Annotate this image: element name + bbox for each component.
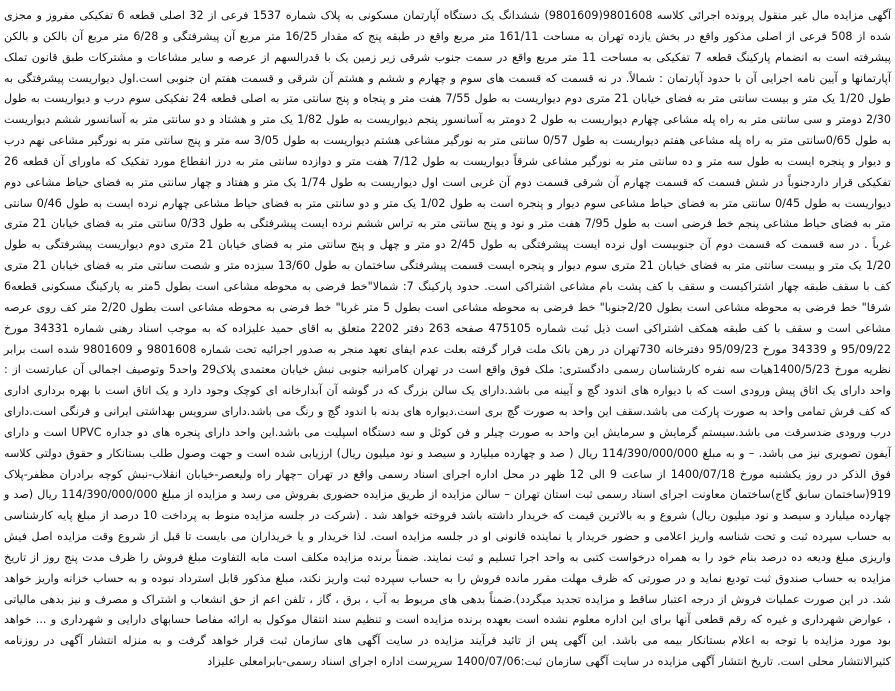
auction-notice-body: آگهی مزایده مال غیر منقول پرونده اجرائی کلاسه 9801608(9801609) ششدانگ یک دستگاه آپارتمان مسکونی به پلاک شماره 1537 فرعی از 32 اصلی قطعه 6 تفکیکی مفروز و مجزی شده از 508 فرعی از اصلی مذکور واقع در بخش یازده تهران به مساحت 161/11 متر مربع واقع در طبقه پنج که مقدار 16/25 متر مربع آن پیشرفتگی و 6/28 متر مربع آن بالکن و بالکن پیشرفته است به انضمام پارکینگ قطعه 7 تفکیکی به مساحت 11 متر مربع واقع در سمت جنوب شرقی زیر زمین یک با قدرالسهم از عرصه و سایر مشاعات و مشترکات طبق قانون تملک آپارتمانها و آیین نامه اجرایی آن با حدود آپارتمان : شمالاً. در نه قسمت که قسمت های سوم و چهارم و ششم و هشتم آن شرقی و قسمت هفتم ان جنوبی است.اول دیواریست پیشرفتگی به طول 1/20 یک متر و بیست سانتی متر به فضای خیابان 21 متری دوم دیواریست به طول 7/55 هفت متر و پنجاه و پنج سانتی متر به اصلی قطعه 24 تفکیکی سوم درب و دیواریست به طول 2/30 دومتر و سی سانتی متر به راه پله مشاعی چهارم دیواریست به طول 2 دومتر به آسانسور پنجم دیواریست به طول 1/82 یک متر و هشتاد و دو سانتی متر به آسانسور ششم دیواریست به طول 0/65سانتی متر به راه پله مشاعی هفتم دیواریست به طول 0/57 سانتی متر به نورگیر مشاعی هشتم دیواریست به طول 3/05 سه متر و پنج سانتی متر به نورگیر مشاعی نهم درب و دیوار و پنجره ایست به طول سه متر و ده سانتی متر به نورگیر مشاعی شرقاً دیواریست به طول 7/12 هفت متر و دوازده سانتی متر به درز انقطاع مورد تفکیک که ماورای آن قطعه 26 تفکیکی قرار داردجنوباً در شش قسمت که قسمت چهارم آن شرقی قسمت دوم آن غربی است اول دیواریست به طول 1/74 یک متر و هفتاد و چهار سانتی متر به فضای حیاط مشاعی دوم دیواریست به طول 0/45 سانتی متر به فضای حیاط مشاعی سوم دیوار و پنجره است به طول 1/02 یک متر و دو سانتی متر به فضای حیاط مشاعی چهارم نرده ایست به طول 0/46 سانتی متر به فضای حیاط مشاعی پنجم خط فرضی است به طول 7/95 هفت متر و نود و پنج سانتی متر به تراس ششم نرده ایست پیشرفتگی به طول 0/33 سانتی متر به فضای خیابان 21 متری غرباً . در سه قسمت که قسمت دوم آن جنوبیست اول نرده ایست پیشرفتگی به طول 2/45 دو متر و چهل و پنج سانتی متر به فضای خیابان 21 متری دوم دیواریست پیشرفتگی به طول 1/20 یک متر و بیست سانتی متر به فضای خیابان 21 متری سوم دیوار و پنجره ایست قسمت پیشرفتگی ساختمان به طول 13/60 سیزده متر و شصت سانتی متر به فضای خیابان 21 متری کف با سقف طبقه چهار اشتراکیست و سقف با کف پشت بام مشاعی اشتراکی است. حدود پارکینگ 7: شمالا"خط فرضی به محوطه مشاعی است بطول 5متر به پارکینگ مسکونی قطعه6 شرقا" خط فرضی به محوطه مشاعی است بطول 2/20جنوبا" خط فرضی به محوطه مشاعی است بطول 5 متر غربا" خط فرضی به محوطه مشاعی است بطول 2/20 متر کف روی عرصه مشاعی است و سقف با کف طبقه همکف اشتراکی است ذیل ثبت شماره 475105 صفحه 263 دفتر 2202 متعلق به اقای حمید علیزاده که به موجب اسناد رهنی شماره 34331 مورخ 95/09/22 و 34339 مورخ 95/09/23 دفترخانه 730تهران در رهن بانک ملت قرار گرفته بعلت عدم ایفای تعهد منجر به صدور اجرائیه تحت شماره 9801608 و 9801609 شده است برابر نظریه مورخ 1400/5/23هیات سه نفره کارشناسان رسمی دادگستری: ملک فوق واقع است در تهران کامرانیه جنوبی نبش خیابان معتمدی پلاک29 واحد5 وتوصیف اجمالی آن عبارتست از : واحد دارای یک اتاق پیش ورودی است که با دیواره های اندود گچ و آیینه می باشد.دارای یک سالن بزرگ که در گوشه آن آبدارخانه ای کوچک وجود دارد و یک اتاق است با بهره برداری اداری که کف فرش تمامی واحد به صورت پارکت می باشد.سقف این واحد به صورت گچ بری است.دیواره های بدنه با اندود گچ و رنگ می باشد.دارای سرویس بهداشتی ایرانی و فرنگی است.دارای درب ورودی ضدسرقت می باشد.سیستم گرمایش و سرمایش این واحد به صورت چیلر و فن کوئل و سه دستگاه اسپلیت می باشد.این واحد دارای پنجره های دو جداره UPVC است و دارای آیفون تصویری نیز می باشد. – و به مبلغ 114/390/000/000 ریال ( صد و چهارده میلیارد و سیصد و نود میلیون ریال) ارزیابی شده است و جهت وصول طلب بستانکار و حقوق دولتی کلاسه فوق الذکر در روز یکشنبه مورخ 1400/07/18 از ساعت 9 الی 12 ظهر در محل اداره اجرای اسناد رسمی واقع در تهران –چهار راه ولیعصر-خیابان انقلاب-نبش کوچه برادران مظفر-پلاک 919(ساختمان سابق گاج)ساختمان معاونت اجرای اسناد رسمی ثبت استان تهران – سالن مزایده از طریق مزایده حضوری بفروش می رسد و مزایده از مبلغ 114/390/000/000 ریال (صد و چهارده میلیارد و سیصد و نود میلیون ریال) شروع و به بالاترین قیمت که خریدار داشته باشد فروخته خواهد شد . (شرکت در جلسه مزایده منوط به پرداخت 10 درصد از مبلغ پایه کارشناسی به حساب سپرده ثبت و تحت شناسه واریز اعلامی و حضور خریدار یا نماینده قانونی او در جلسه مزایده است. لذا خریدار و یا خریداران می بایست تا قبل از شروع وقت مزایده اصل فیش واریزی مبلغ ودیعه ده درصد بنام خود را به همراه درخواست کتبی به واحد اجرا تسلیم و ثبت نمایند. ضمناً برنده مزایده مکلف است مابه التفاوت مبلغ فروش را ظرف مدت پنج روز از تاریخ مزایده به حساب صندوق ثبت تودیع نماید و در صورتی که ظرف مهلت مقرر مانده فروش را به حساب سپرده ثبت واریز نکند، مبلغ مذکور قابل استرداد نبوده و به حساب خزانه واریز خواهد شد. در این صورت عملیات فروش از درجه اعتبار ساقط و مزایده تجدید میگردد).ضمناً بدهی های مربوط به آب ، برق ، گاز ، تلفن اعم از حق انشعاب و اشتراک و مصرف و نیز بدهی مالیاتی ، عوارض شهرداری و غیره که رقم قطعی آنها برای این اداره معلوم نشده است بعهده برنده مزایده است و تنظیم سند انتقال موکول به ارائه مفاصا حسابهای دارایی و شهرداری و ... خواهد بود مورد مزایده با توجه به اعلام بستانکار بیمه می باشد. این آگهی پس از تائید فرآیند مزایده در سایت آگهی های سازمان ثبت قرار خواهد گرفت و به منزله انتشار آگهی در روزنامه کثیرالانتشار محلی است. تاریخ انتشار آگهی مزایده در سایت آگهی سازمان ثبت:1400/07/06 سرپرست اداره اجرای اسناد رسمی-بابرامعلی علیزاد [4, 9, 892, 669]
